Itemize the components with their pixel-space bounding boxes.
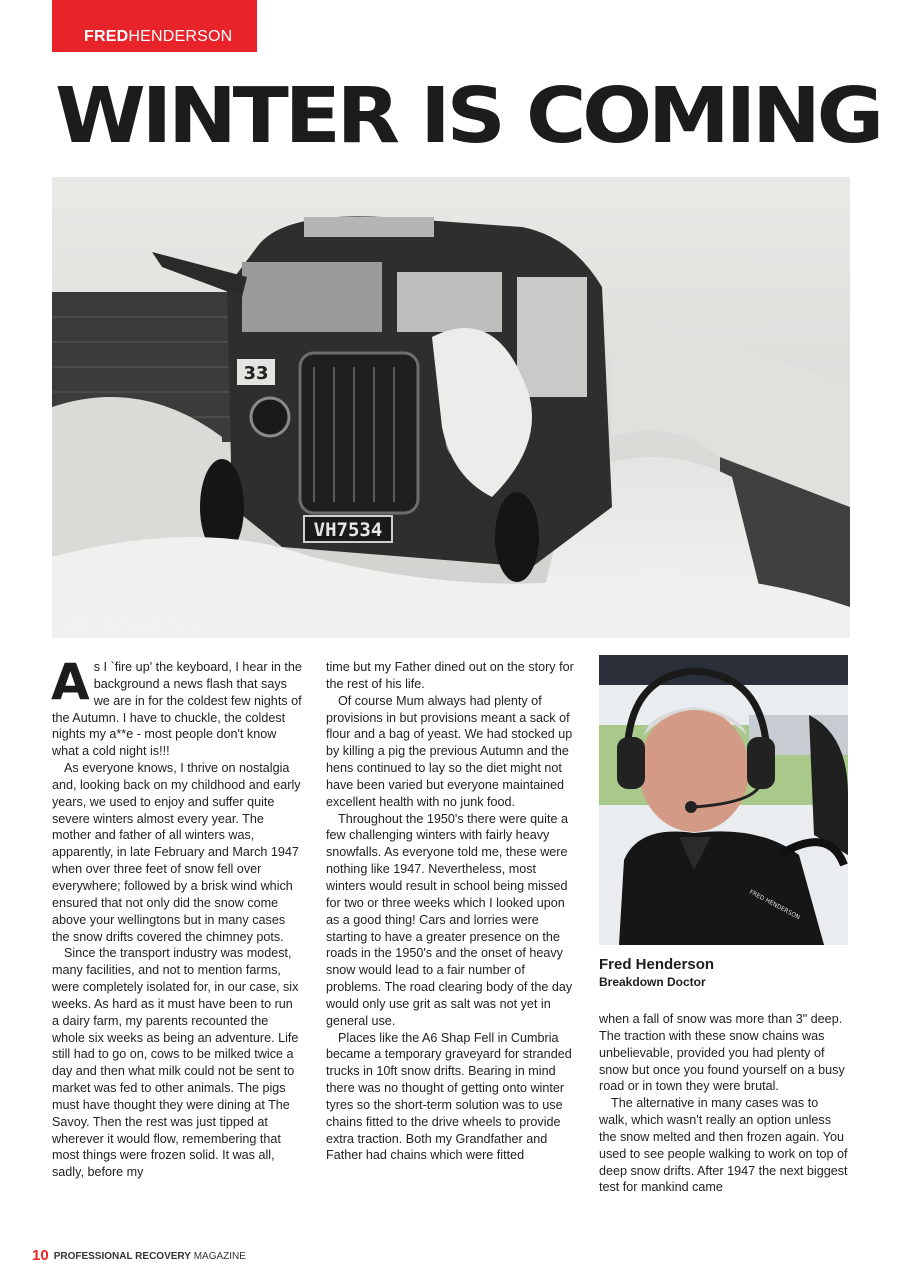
page-footer: [32, 1247, 246, 1264]
author-role: Breakdown Doctor: [599, 975, 706, 989]
paragraph: Places like the A6 Shap Fell in Cumbria became a temporary graveyard for stranded trucks in 10ft snow drifts. Bearing in mind there was no thought of getting onto winter tyres so the short-term solution was to use chains fitted to the drive wheels to provide extra traction. Both my Grandfather and Father had chains which were fitted: [326, 1030, 572, 1163]
author-name: Fred Henderson: [599, 956, 715, 973]
article-column-2: [326, 659, 576, 1164]
route-sign: 33: [243, 363, 269, 384]
page-number: 10: [32, 1247, 49, 1264]
hero-photo: [52, 177, 850, 638]
snowbound-bus-illustration: [52, 177, 850, 638]
paragraph: Since the transport industry was modest, many facilities, and not to mention farms, were completely isolated for, in our case, six weeks. As hard as it must have been to run a dairy farm, my parents recounted the whole six weeks as being an adventure. Life still had to go on, cows to be milked twice a day and then what milk could not be sent to market was fed to other animals. The pigs must have thought they were dining at The Savoy. Then the rest was just tipped at wherever it would flow, remembering that most things were frozen solid. It was all, sadly, before my: [52, 946, 299, 1180]
paragraph: The alternative in many cases was to walk, which wasn't really an option unless the snow melted and then frozen again. You used to see people walking to work on top of deep snow drifts. After 1947 the next biggest test for mankind came: [599, 1096, 848, 1195]
paragraph: As everyone knows, I thrive on nostalgia and, looking back on my childhood and early years, we used to enjoy and suffer quite severe winters almost every year. The mother and father of all winters was, apparently, in late February and March 1947 when over three feet of snow fell over everywhere; followed by a brisk wind which ensured that not only did the snow come above your wellingtons but in many cases the snow drifts covered the chimney pots.: [52, 761, 301, 944]
photo-credit: Wikipedia - CC BY-SA 2.0.: [67, 616, 203, 628]
paragraph: Throughout the 1950's there were quite a few challenging winters with fairly heavy snowfalls. As everyone told me, these were nothing like 1947. Nevertheless, most winters would result in school being missed for two or three weeks which I looked upon as a good thing! Cars and lorries were starting to have a greater presence on the roads in the 1950's and the onset of heavy snow would lead to a fair number of problems. The road clearing body of the day would only use grit as salt was not yet in general use.: [326, 811, 573, 1028]
author-tag: [52, 0, 257, 52]
paragraph: time but my Father dined out on the story for the rest of his life.: [326, 660, 574, 691]
author-tag-rest: HENDERSON: [128, 28, 233, 45]
article-column-1: [51, 653, 302, 1181]
magazine-suffix: MAGAZINE: [193, 1251, 246, 1262]
number-plate: VH7534: [313, 519, 383, 541]
paragraph: when a fall of snow was more than 3" deep. The traction with these snow chains was unbelievable, provided you had plenty of snow but once you found yourself on a busy road or in town they were brutal.: [599, 1012, 845, 1094]
author-photo: [599, 655, 848, 945]
paragraph: Of course Mum always had plenty of provisions in but provisions meant a sack of flour and a bag of yeast. We had stocked up by killing a pig the previous Autumn and the hens continued to lay so the diet might not have been varied but everyone maintained excellent health with no junk food.: [326, 693, 573, 809]
shirt-logo-text: FRED HENDERSON: [748, 888, 802, 922]
headline: WINTER IS COMING: [55, 72, 881, 161]
author-portrait-illustration: [599, 655, 848, 945]
author-tag-bold: FRED: [84, 28, 129, 45]
paragraph: s I `fire up' the keyboard, I hear in the background a news flash that says we are in for the coldest few nights of the Autumn. I have to chuckle, the coldest nights my a**e - most people don't know what a cold night is!!!: [52, 660, 302, 759]
article-column-3: [599, 1011, 850, 1196]
drop-cap: A: [51, 653, 90, 711]
magazine-name: PROFESSIONAL RECOVERY: [53, 1251, 191, 1262]
